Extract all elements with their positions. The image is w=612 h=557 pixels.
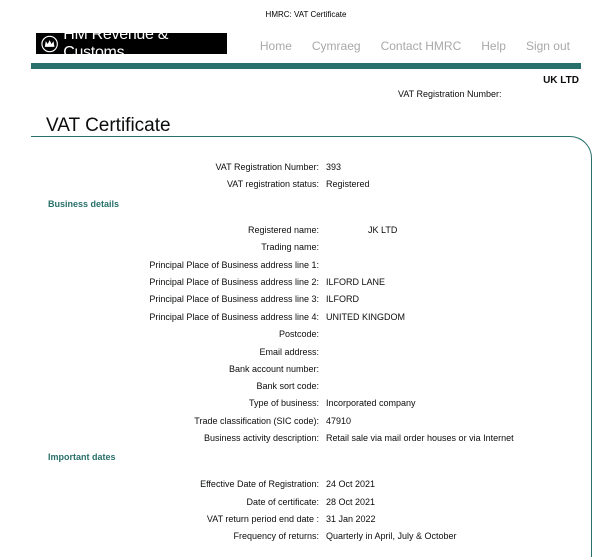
nav-home-link[interactable]: Home <box>259 39 292 53</box>
detail-label: Principal Place of Business address line 4: <box>149 312 319 322</box>
nav-sign-out-link[interactable]: Sign out <box>525 39 570 53</box>
detail-row <box>0 416 612 428</box>
document-title: HMRC: VAT Certificate <box>265 10 347 19</box>
company-name-text: UK LTD <box>543 75 579 86</box>
detail-value: Registered <box>326 179 370 189</box>
page-title: VAT Certificate <box>46 115 171 136</box>
detail-value: 31 Jan 2022 <box>326 514 376 524</box>
detail-label: Principal Place of Business address line 2: <box>149 277 319 287</box>
company-name <box>543 75 579 86</box>
nav-help-link[interactable]: Help <box>481 39 506 53</box>
detail-label: VAT registration status: <box>226 179 319 189</box>
crown-crest-icon <box>40 35 59 53</box>
detail-row <box>0 364 612 376</box>
detail-label: VAT Registration Number: <box>215 162 319 172</box>
detail-value: Incorporated company <box>326 398 416 408</box>
detail-row <box>0 225 612 237</box>
detail-label: VAT return period end date : <box>206 514 319 524</box>
detail-label: Bank account number: <box>228 364 319 374</box>
registration-number-heading: VAT Registration Number: <box>398 89 502 99</box>
detail-value: ILFORD <box>326 294 360 304</box>
detail-label: Principal Place of Business address line 1: <box>149 260 319 270</box>
detail-row <box>0 162 612 174</box>
detail-label: Frequency of returns: <box>233 531 319 541</box>
detail-row <box>0 514 612 526</box>
detail-row <box>0 531 612 543</box>
detail-label: Principal Place of Business address line 3: <box>149 294 319 304</box>
detail-row <box>0 179 612 191</box>
detail-label: Trading name: <box>261 242 319 252</box>
detail-value: 47910 <box>326 416 352 426</box>
detail-value: 28 Oct 2021 <box>326 497 376 507</box>
detail-row <box>0 497 612 509</box>
nav-contact-link[interactable]: Contact HMRC <box>380 39 462 53</box>
detail-row <box>0 347 612 359</box>
detail-row <box>0 381 612 393</box>
hmrc-logo[interactable] <box>36 25 227 61</box>
detail-value: Retail sale via mail order houses or via Internet <box>326 433 514 443</box>
detail-value: UNITED KINGDOM <box>326 312 406 322</box>
detail-row <box>0 294 612 306</box>
detail-label: Date of certificate: <box>246 497 319 507</box>
detail-label: Business activity description: <box>203 433 319 443</box>
detail-label: Postcode: <box>278 329 319 339</box>
detail-value: 24 Oct 2021 <box>326 479 376 489</box>
important-dates-heading: Important dates <box>48 452 116 462</box>
detail-row <box>0 242 612 254</box>
detail-label: Type of business: <box>248 398 319 408</box>
detail-row <box>0 433 612 445</box>
detail-row <box>0 277 612 289</box>
business-details-heading: Business details <box>48 199 120 209</box>
header-divider <box>31 63 581 69</box>
detail-row <box>0 260 612 272</box>
detail-value: Quarterly in April, July & October <box>326 531 457 541</box>
detail-row <box>0 329 612 341</box>
detail-value: ILFORD LANE <box>326 277 386 287</box>
detail-label: Effective Date of Registration: <box>200 479 319 489</box>
detail-row <box>0 479 612 491</box>
detail-value: 393 <box>326 162 342 172</box>
logo-text: HM Revenue & Customs <box>63 25 169 61</box>
detail-value: JK LTD <box>368 225 398 235</box>
header-nav <box>260 39 570 53</box>
detail-row <box>0 398 612 410</box>
nav-cymraeg-link[interactable]: Cymraeg <box>311 39 361 53</box>
detail-label: Email address: <box>259 347 319 357</box>
detail-row <box>0 312 612 324</box>
detail-label: Registered name: <box>247 225 319 235</box>
detail-label: Trade classification (SIC code): <box>194 416 319 426</box>
detail-label: Bank sort code: <box>256 381 319 391</box>
